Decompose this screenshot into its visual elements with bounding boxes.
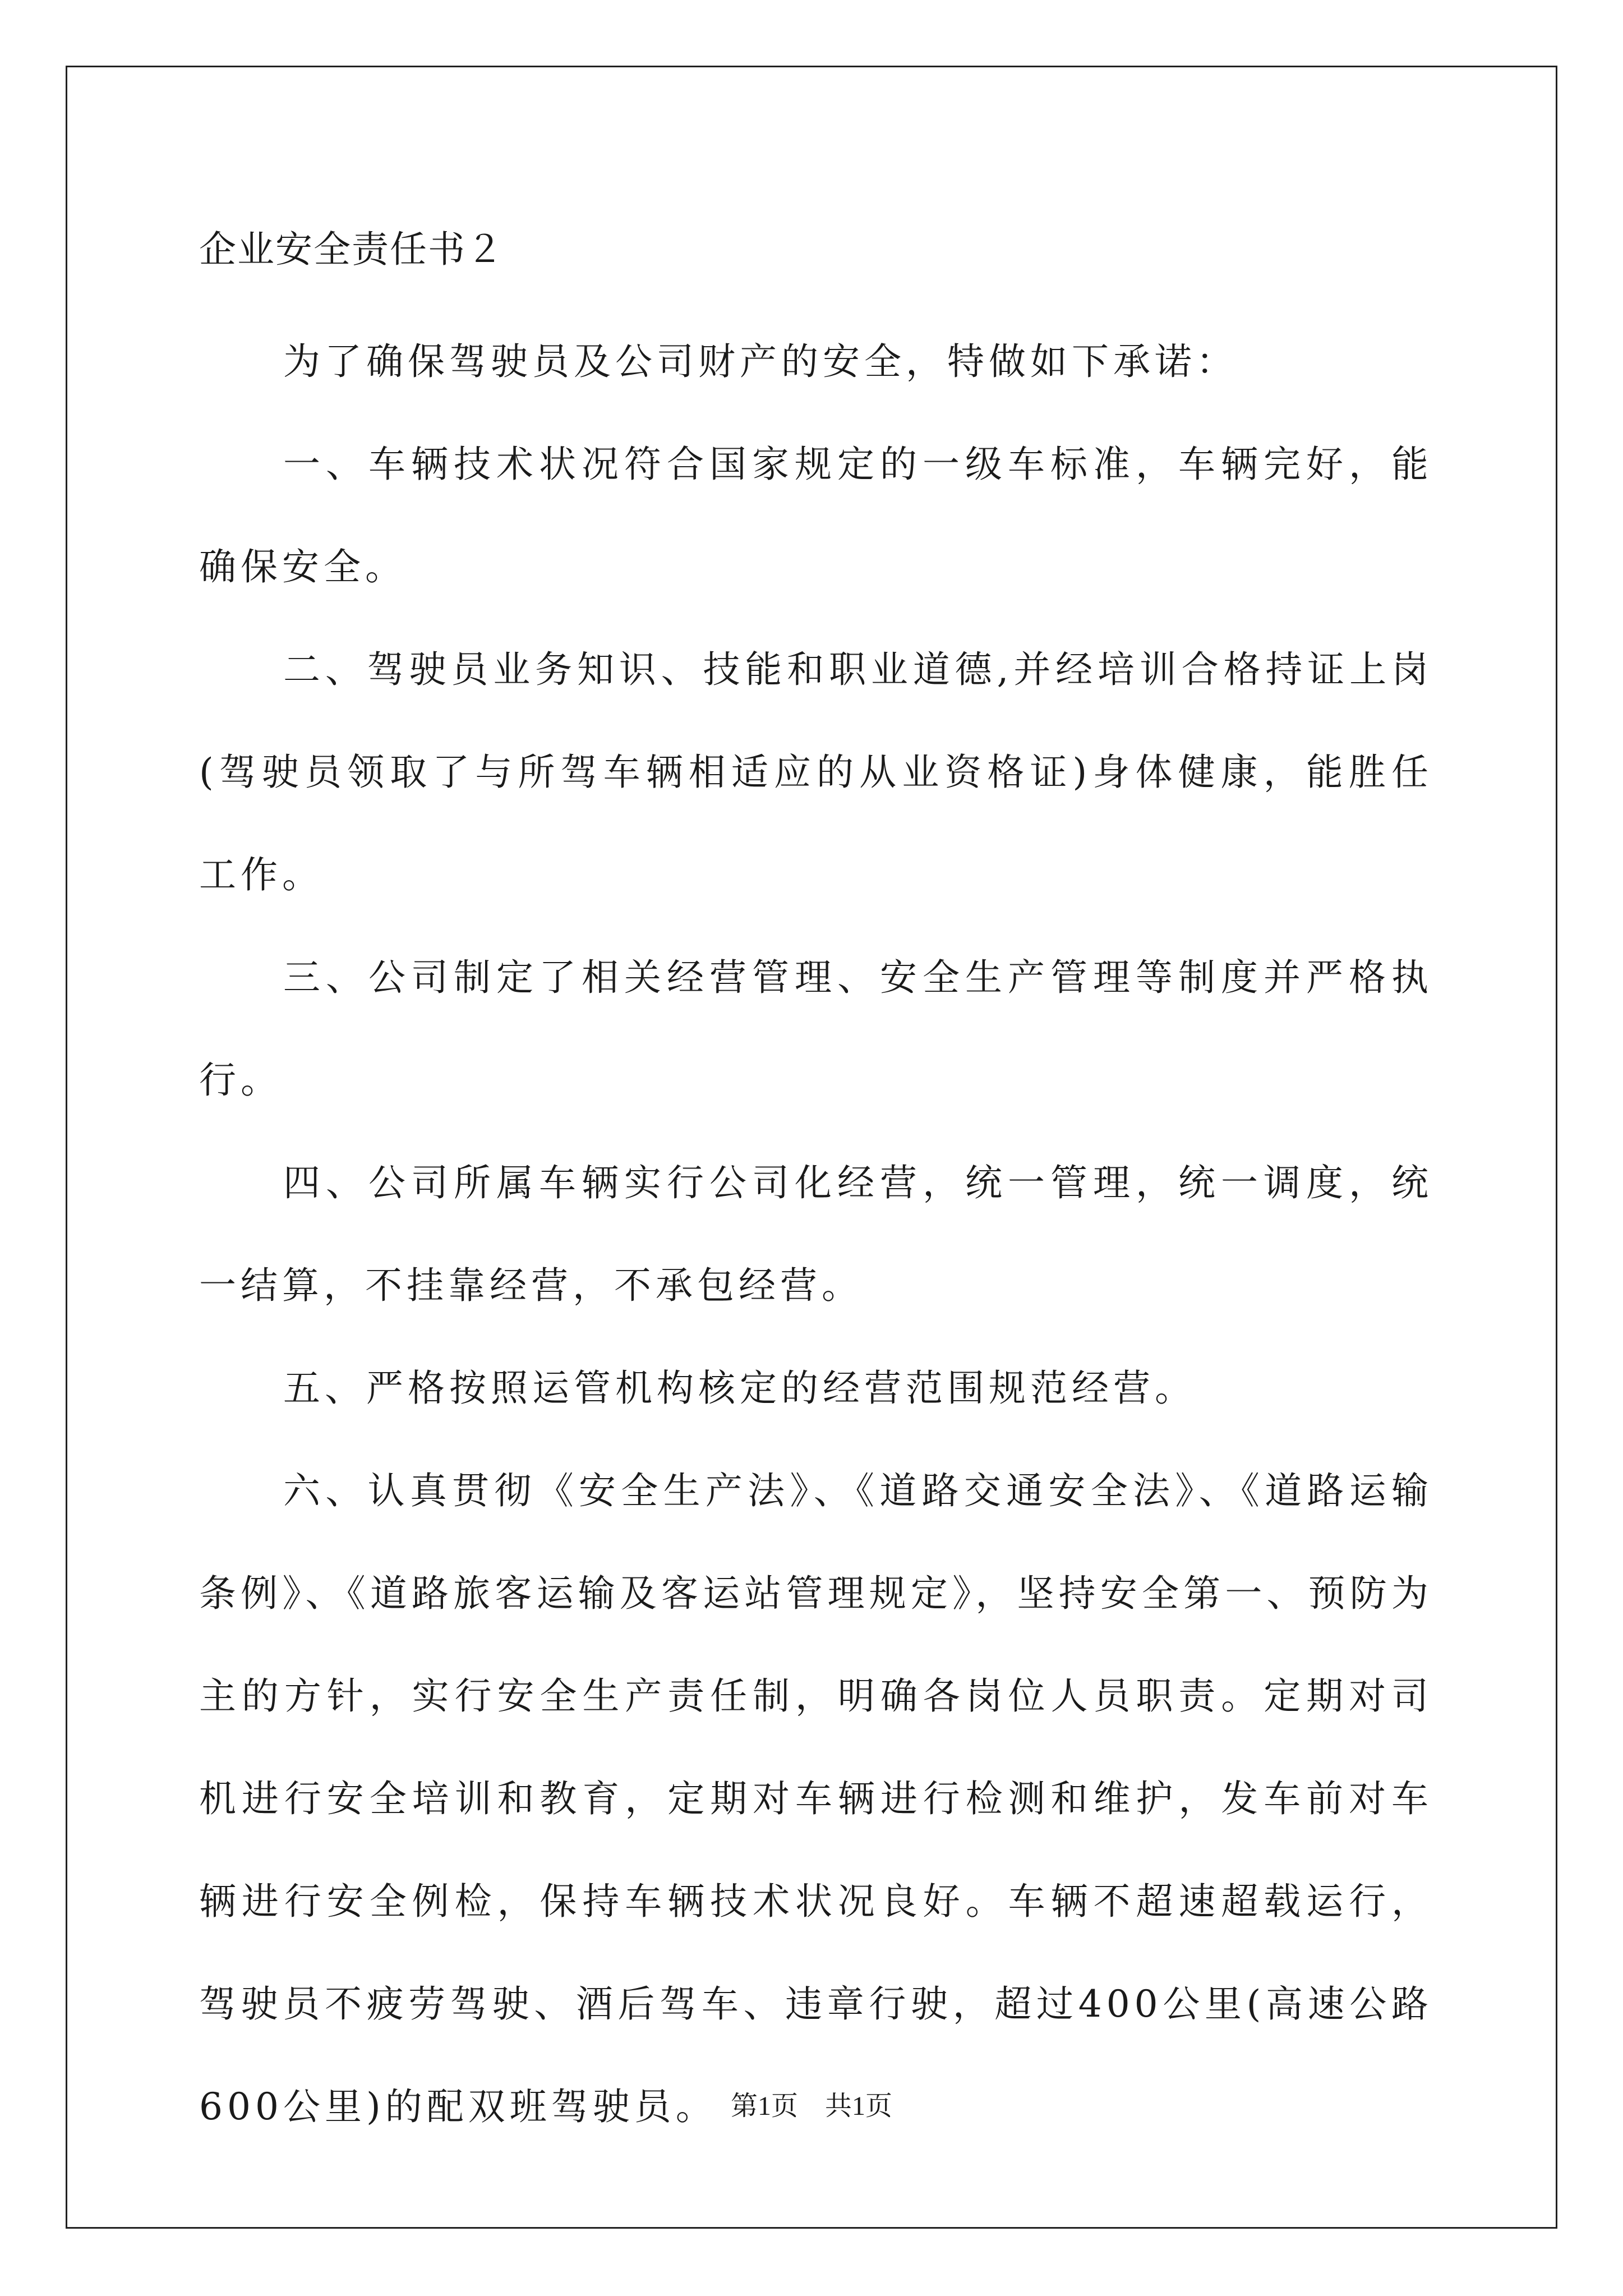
paragraph-item-2: 二、驾驶员业务知识、技能和职业道德,并经培训合格持证上岗(驾驶员领取了与所驾车辆相适应的从业资格证)身体健康，能胜任工作。: [199, 648, 1433, 896]
paragraph-item-5: 五、严格按照运管机构核定的经营范围规范经营。: [283, 1366, 1196, 1410]
paragraph-intro: 为了确保驾驶员及公司财产的安全，特做如下承诺：: [283, 340, 1238, 383]
paragraph-item-4: 四、公司所属车辆实行公司化经营，统一管理，统一调度，统一结算，不挂靠经营，不承包经营。: [199, 1161, 1433, 1307]
document-body: [199, 222, 1433, 2158]
paragraph-item-6: 六、认真贯彻《安全生产法》、《道路交通安全法》、《道路运输条例》、《道路旅客运输及客运站管理规定》，坚持安全第一、预防为主的方针，实行安全生产责任制，明确各岗位人员职责。定期对司机进行安全培训和教育，定期对车辆进行检测和维护，发车前对车辆进行安全例检，保持车辆技术状况良好。车辆不超速超载运行，驾驶员不疲劳驾驶、酒后驾车、违章行驶，超过400公里(高速公路600公里)的配双班驾驶员。: [199, 1469, 1433, 2128]
paragraph-item-3: 三、公司制定了相关经营管理、安全生产管理等制度并严格执行。: [199, 956, 1433, 1102]
page-footer: 第1页 共1页: [730, 2091, 892, 2121]
document-title: 企业安全责任书２: [199, 228, 504, 271]
paragraph-item-1: 一、车辆技术状况符合国家规定的一级车标准，车辆完好，能确保安全。: [199, 443, 1433, 588]
